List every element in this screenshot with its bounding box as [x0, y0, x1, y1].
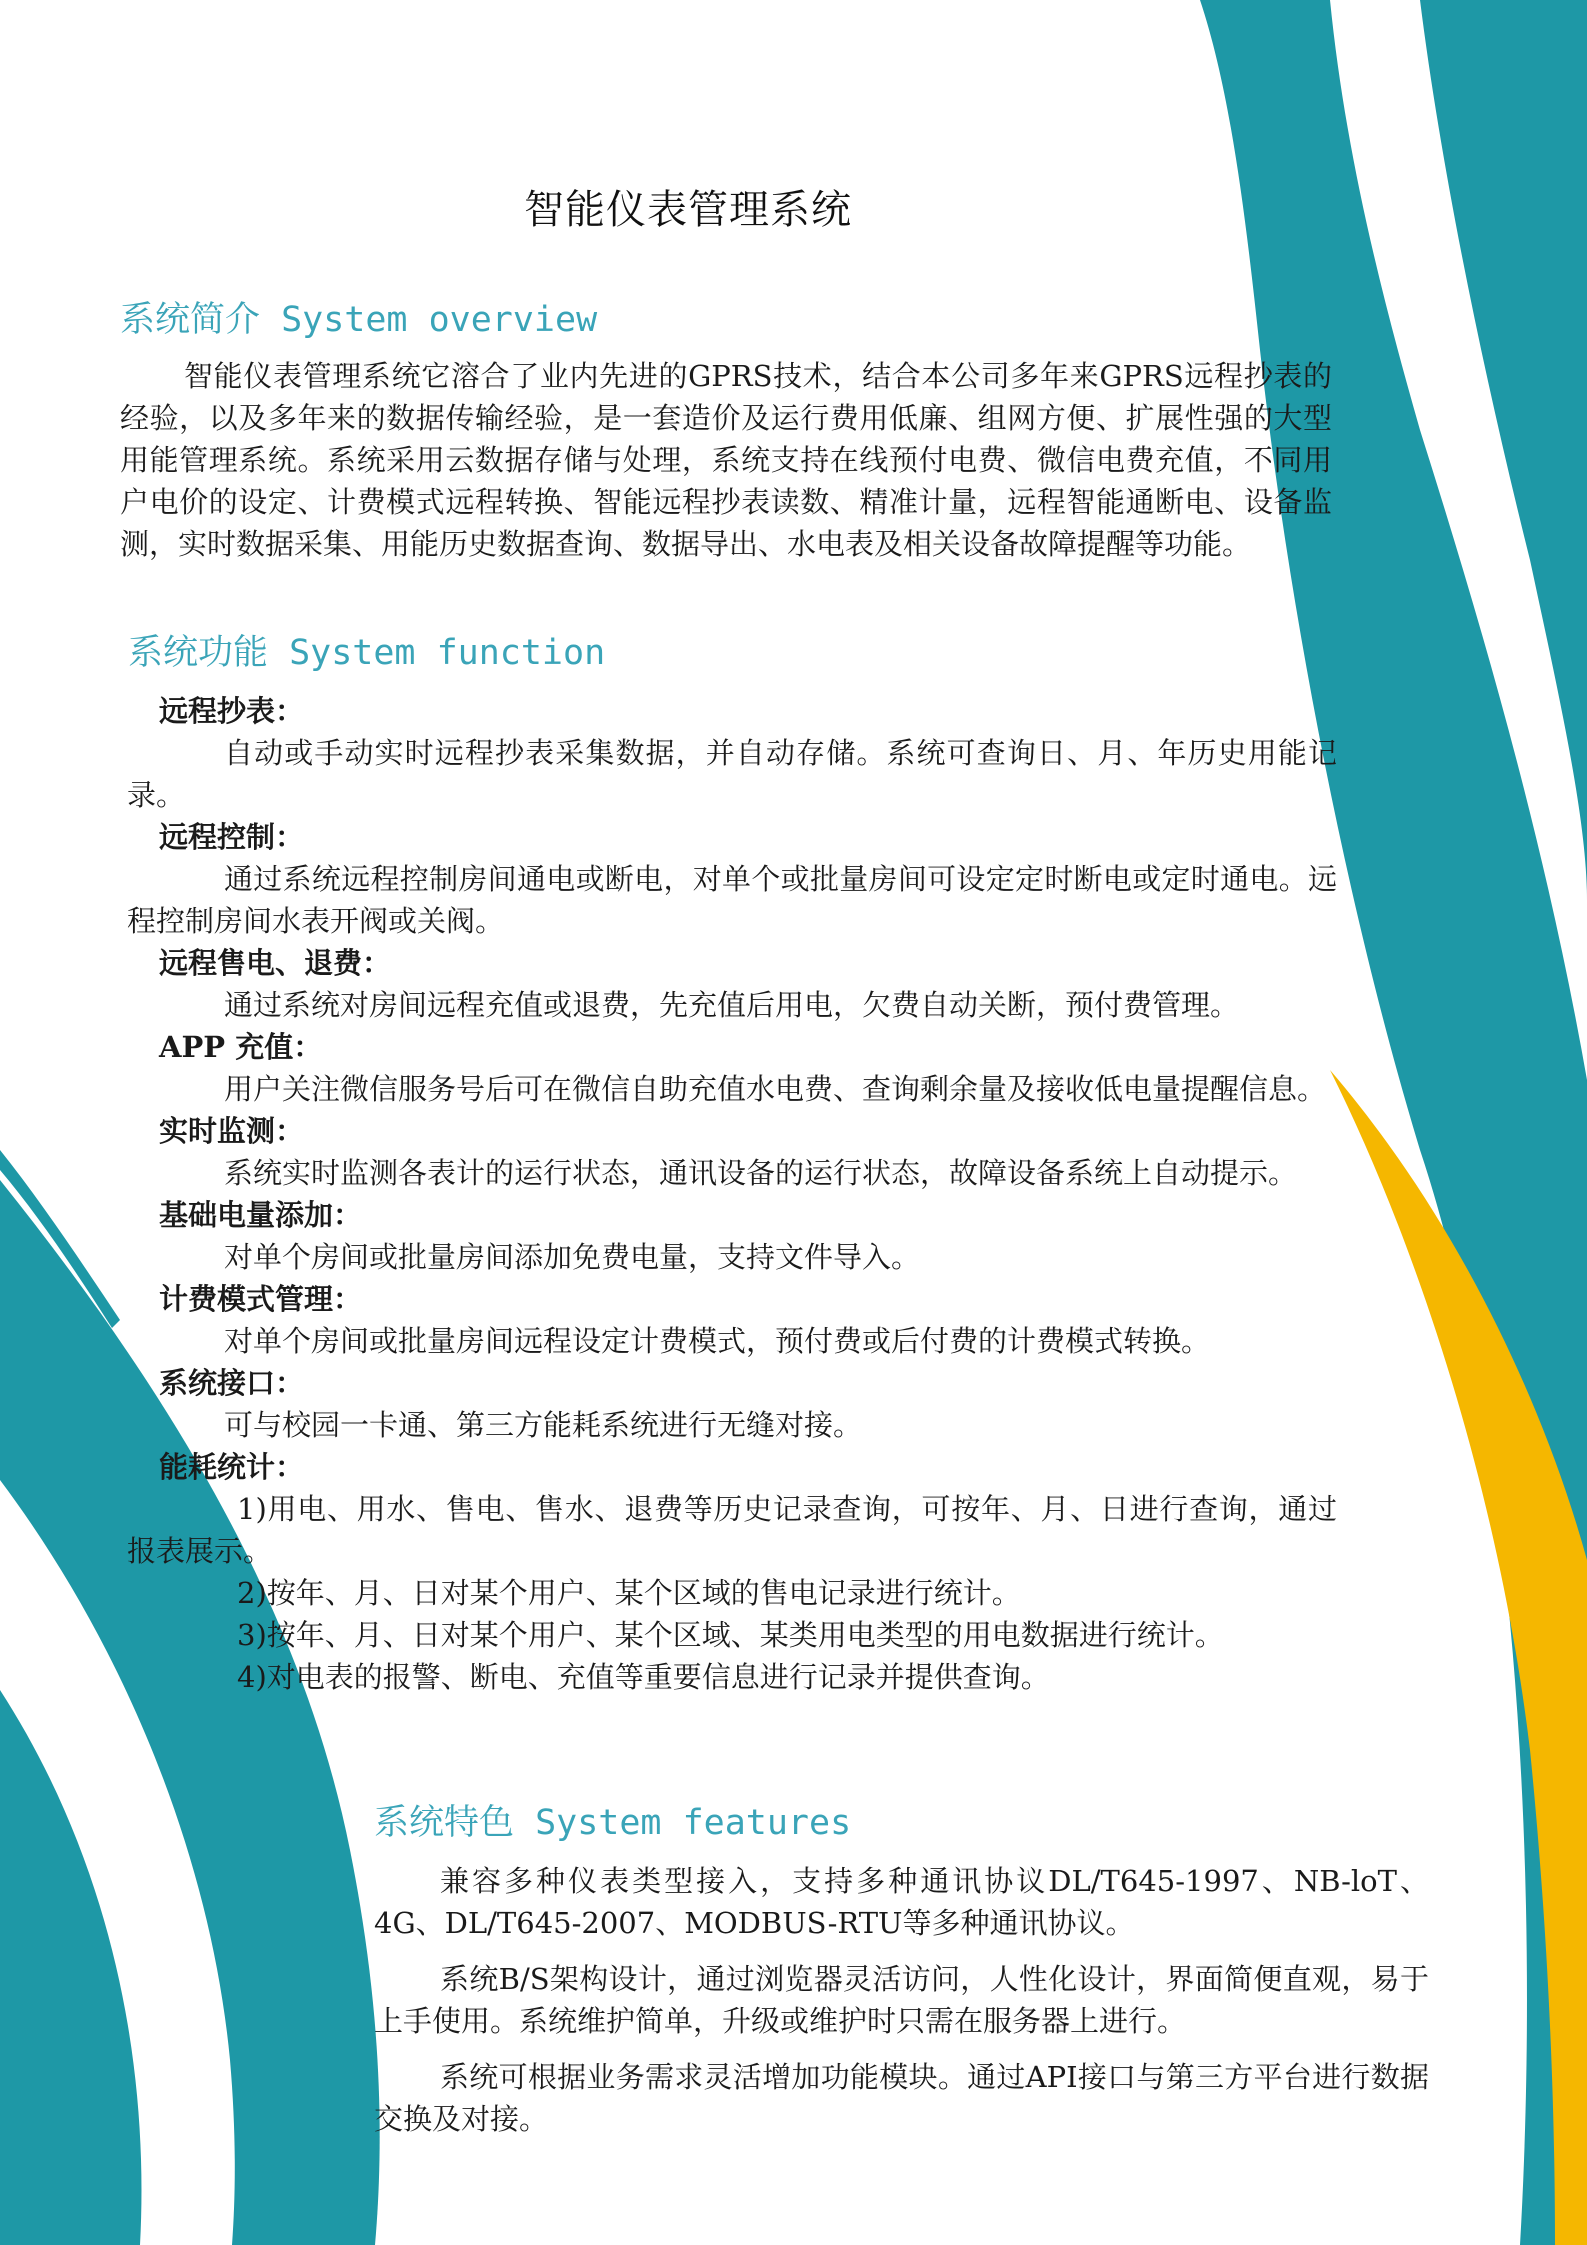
statistics-line-4: 4)对电表的报警、断电、充值等重要信息进行记录并提供查询。: [237, 1660, 1050, 1694]
overview-paragraph: 智能仪表管理系统它溶合了业内先进的GPRS技术，结合本公司多年来GPRS远程抄表的经验，以及多年来的数据传输经验，是一套造价及运行费用低廉、组网方便、扩展性强的大型用能管理系统。系统采用云数据存储与处理，系统支持在线预付电费、微信电费充值，不同用户电价的设定、计费模式远程转换、智能远程抄表读数、精准计量，远程智能通断电、设备监测，实时数据采集、用能历史数据查询、数据导出、水电表及相关设备故障提醒等功能。: [120, 359, 1332, 561]
function-list: [127, 690, 1337, 1698]
function-desc-remote-reading: 自动或手动实时远程抄表采集数据，并自动存储。系统可查询日、月、年历史用能记录。: [127, 736, 1337, 812]
function-title-basic-power: 基础电量添加：: [159, 1198, 363, 1232]
features-list: [374, 1860, 1429, 2154]
function-title-statistics: 能耗统计：: [159, 1450, 305, 1484]
function-title-interface: 系统接口：: [159, 1366, 305, 1400]
function-desc-app-recharge: 用户关注微信服务号后可在微信自助充值水电费、查询剩余量及接收低电量提醒信息。: [224, 1072, 1327, 1106]
function-desc-remote-control: 通过系统远程控制房间通电或断电，对单个或批量房间可设定定时断电或定时通电。远程控制房间水表开阀或关阀。: [127, 862, 1337, 938]
page-title: 智能仪表管理系统: [524, 187, 852, 233]
function-title-billing-mode: 计费模式管理：: [159, 1282, 363, 1316]
function-title-app-recharge: APP 充值：: [159, 1030, 323, 1064]
function-title-remote-control: 远程控制：: [159, 820, 305, 854]
function-desc-billing-mode: 对单个房间或批量房间远程设定计费模式，预付费或后付费的计费模式转换。: [224, 1324, 1211, 1358]
feature-paragraph-1: 兼容多种仪表类型接入，支持多种通讯协议DL/T645-1997、NB-loT、4G、DL/T645-2007、MODBUS-RTU等多种通讯协议。: [374, 1864, 1429, 1940]
statistics-line-2: 2)按年、月、日对某个用户、某个区域的售电记录进行统计。: [237, 1576, 1021, 1610]
statistics-line-3: 3)按年、月、日对某个用户、某个区域、某类用电类型的用电数据进行统计。: [237, 1618, 1224, 1652]
function-title-remote-sale: 远程售电、退费：: [159, 946, 392, 980]
function-desc-remote-sale: 通过系统对房间远程充值或退费，先充值后用电，欠费自动关断，预付费管理。: [224, 988, 1240, 1022]
function-desc-monitoring: 系统实时监测各表计的运行状态，通讯设备的运行状态，故障设备系统上自动提示。: [224, 1156, 1298, 1190]
function-desc-interface: 可与校园一卡通、第三方能耗系统进行无缝对接。: [224, 1408, 863, 1442]
feature-paragraph-2: 系统B/S架构设计，通过浏览器灵活访问，人性化设计，界面简便直观，易于上手使用。系统维护简单，升级或维护时只需在服务器上进行。: [374, 1962, 1429, 2038]
function-title-remote-reading: 远程抄表：: [159, 694, 305, 728]
function-heading: 系统功能 System function: [128, 633, 606, 673]
feature-paragraph-3: 系统可根据业务需求灵活增加功能模块。通过API接口与第三方平台进行数据交换及对接。: [374, 2060, 1429, 2136]
features-heading: 系统特色 System features: [374, 1803, 852, 1843]
function-desc-basic-power: 对单个房间或批量房间添加免费电量，支持文件导入。: [224, 1240, 921, 1274]
statistics-line-1: 1)用电、用水、售电、售水、退费等历史记录查询，可按年、月、日进行查询，通过报表展示。: [127, 1492, 1337, 1568]
function-title-monitoring: 实时监测：: [159, 1114, 305, 1148]
overview-heading: 系统简介 System overview: [120, 300, 598, 340]
